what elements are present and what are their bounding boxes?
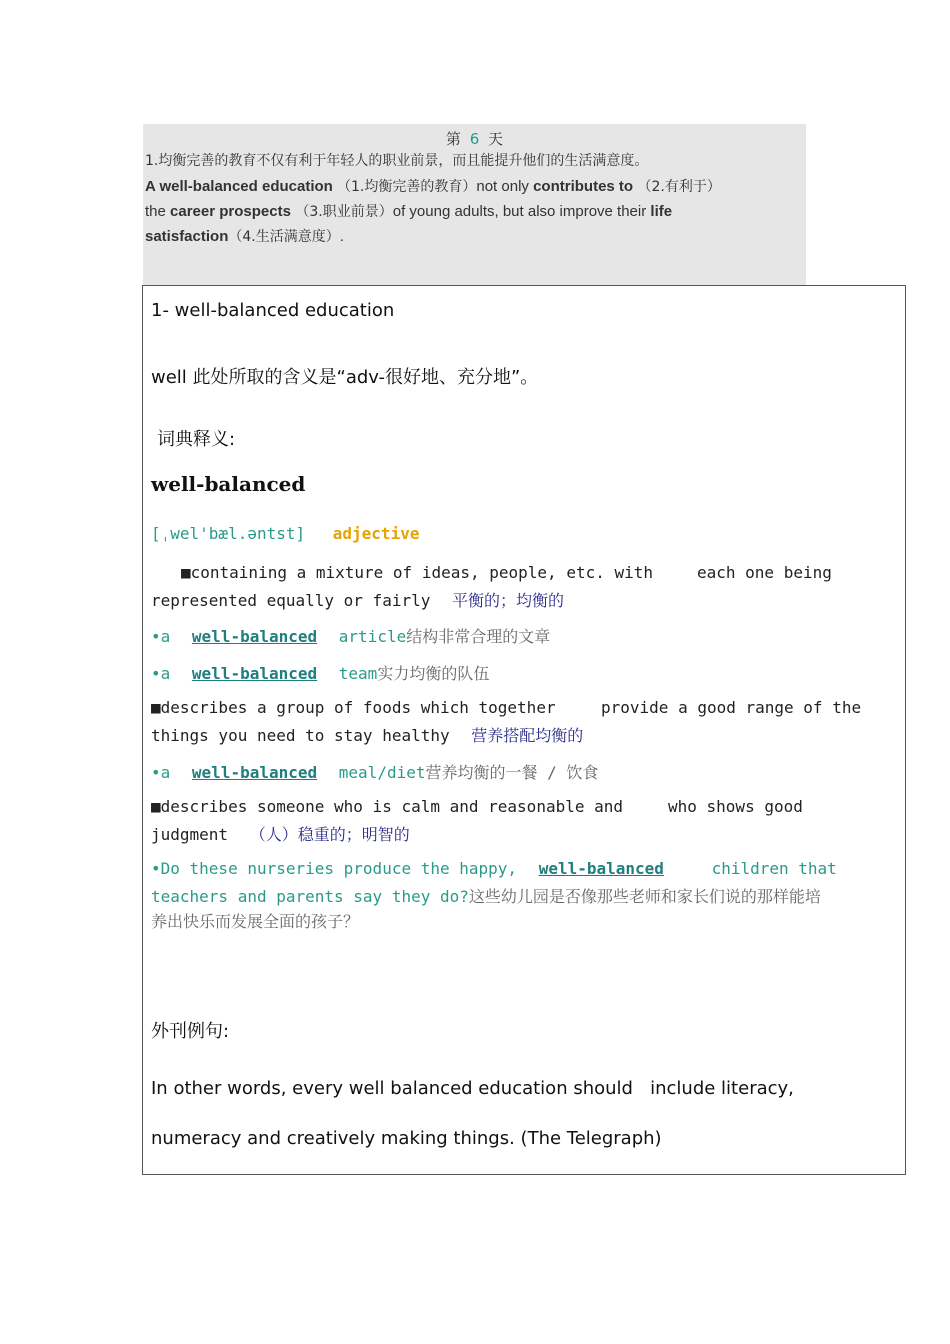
note-2: （2.有利于） xyxy=(633,179,721,195)
well-meaning: well 此处所取的含义是“adv-很好地、充分地”。 xyxy=(151,367,539,388)
example-2 xyxy=(151,661,489,684)
def3-translation: （人）稳重的；明智的 xyxy=(249,825,410,844)
headword-link[interactable]: well-balanced xyxy=(191,627,318,646)
term-well-balanced-education: A well-balanced education xyxy=(145,178,333,195)
def3-line2-text: judgment xyxy=(151,825,229,844)
chinese-sentence: 1.均衡完善的教育不仅有利于年轻人的职业前景，而且能提升他们的生活满意度。 xyxy=(145,153,649,169)
def1-line1a: ■containing a mixture of ideas, people, etc. with xyxy=(181,563,654,582)
pronunciation-line xyxy=(151,524,419,543)
headword-link[interactable]: well-balanced xyxy=(538,859,664,878)
example-4-line3: 养出快乐而发展全面的孩子？ xyxy=(151,912,360,931)
def2-line2 xyxy=(151,723,583,746)
term-career-prospects: career prospects xyxy=(170,203,291,220)
def2-line2-text: things you need to stay healthy xyxy=(151,726,450,745)
def1-line2-text: represented equally or fairly xyxy=(151,591,431,610)
day-number: 6 xyxy=(469,130,480,148)
example-4-line2 xyxy=(151,884,821,907)
english-line-3 xyxy=(145,224,805,250)
example-translation: 这些幼儿园是否像那些老师和家长们说的那样能培 xyxy=(468,887,821,906)
example-translation: 实力均衡的队伍 xyxy=(377,664,490,683)
def3-line1b: who shows good xyxy=(668,797,803,816)
text-of-young-adults: of young adults, but also improve their xyxy=(392,203,651,220)
phonetic: [ˌwel'bæl.əntst] xyxy=(151,524,306,543)
example-text: teachers and parents say they do? xyxy=(151,887,469,906)
press-line-2: numeracy and creatively making things. (The Telegraph) xyxy=(151,1128,662,1149)
example-1 xyxy=(151,624,550,647)
example-bullet: •a xyxy=(151,627,171,646)
def1-line1b: each one being xyxy=(697,563,832,582)
day-suffix: 天 xyxy=(488,130,504,148)
part-of-speech: adjective xyxy=(332,524,420,543)
day-heading xyxy=(143,128,806,149)
example-translation: 结构非常合理的文章 xyxy=(406,627,551,646)
press-line-1: In other words, every well balanced education should include literacy, xyxy=(151,1078,794,1099)
day-prefix: 第 xyxy=(445,130,461,148)
example-translation: 营养均衡的一餐 / 饮食 xyxy=(425,763,599,782)
phrase-title: 1- well-balanced education xyxy=(151,300,395,321)
headword-link[interactable]: well-balanced xyxy=(191,664,318,683)
example-text: team xyxy=(338,664,378,683)
def2-translation: 营养搭配均衡的 xyxy=(471,726,584,745)
term-satisfaction: satisfaction xyxy=(145,228,229,245)
example-text: meal/diet xyxy=(338,763,426,782)
def2-line1b: provide a good range of the xyxy=(601,698,862,717)
def1-line2 xyxy=(151,588,564,611)
def2-line1a: ■describes a group of foods which together xyxy=(151,698,556,717)
english-line-1 xyxy=(145,174,805,200)
note-3: （3.职业前景） xyxy=(290,204,393,220)
note-4: （4.生活满意度） xyxy=(228,229,340,245)
def1-translation: 平衡的；均衡的 xyxy=(452,591,565,610)
example-text: article xyxy=(338,627,407,646)
english-line-2 xyxy=(145,199,805,225)
term-contributes-to: contributes to xyxy=(533,178,634,195)
def3-line2 xyxy=(151,822,410,845)
example-4-line1 xyxy=(151,859,837,878)
example-bullet: •a xyxy=(151,763,171,782)
text-not-only: not only xyxy=(476,178,534,195)
period: . xyxy=(339,228,344,245)
example-3 xyxy=(151,760,598,783)
def3-line1a: ■describes someone who is calm and reasonable and xyxy=(151,797,624,816)
example-bullet: •a xyxy=(151,664,171,683)
headword-link[interactable]: well-balanced xyxy=(191,763,318,782)
press-label: 外刊例句: xyxy=(151,1021,230,1042)
headword: well-balanced xyxy=(151,472,306,496)
text-the: the xyxy=(145,203,171,220)
example-text: children that xyxy=(711,859,837,878)
note-1: （1.均衡完善的教育） xyxy=(337,179,477,195)
term-life: life xyxy=(650,203,673,220)
dictionary-label: 词典释义: xyxy=(157,429,236,450)
example-text: •Do these nurseries produce the happy, xyxy=(151,859,518,878)
